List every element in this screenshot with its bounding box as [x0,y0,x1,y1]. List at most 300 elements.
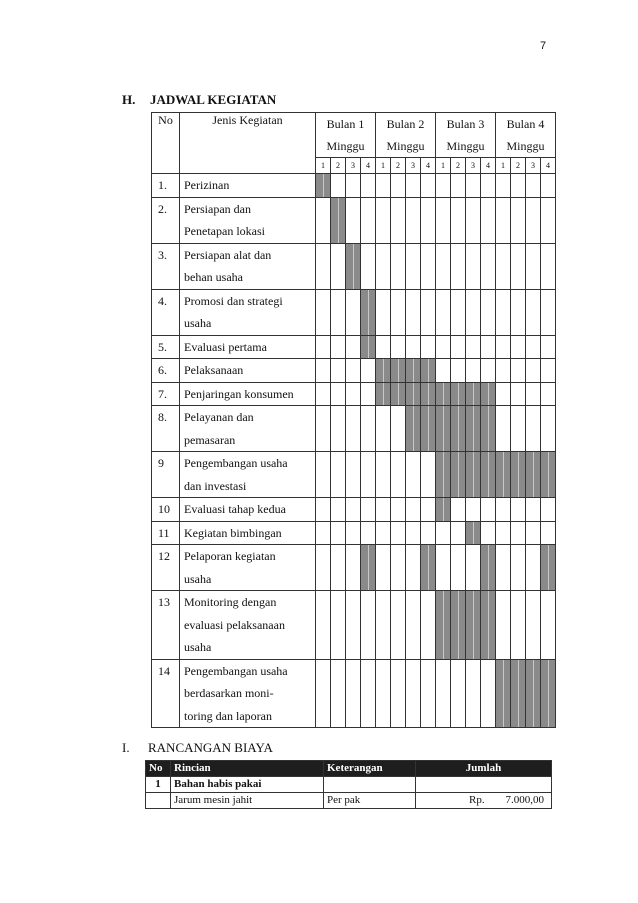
schedule-empty-cell [466,659,481,728]
activity-cell [180,335,316,359]
row-number [152,498,180,522]
budget-no [146,793,171,809]
schedule-empty-cell [481,521,496,545]
schedule-empty-cell [406,289,421,335]
activity-line: dan investasi [184,478,247,493]
schedule-bar-cell [511,452,526,498]
header-week-label: Minggu [496,135,556,158]
schedule-bar-cell [406,359,421,383]
schedule-empty-cell [421,452,436,498]
schedule-empty-cell [361,197,376,243]
schedule-bar-cell [436,591,451,660]
schedule-empty-cell [466,498,481,522]
schedule-empty-cell [406,591,421,660]
row-number [152,382,180,406]
header-month-1: Bulan 1 [316,113,376,136]
activity-cell [180,521,316,545]
schedule-bar-cell [481,545,496,591]
schedule-empty-cell [481,243,496,289]
schedule-bar-cell [496,659,511,728]
schedule-empty-cell [406,452,421,498]
schedule-bar-cell [391,382,406,406]
activity-line: Persiapan alat dan [184,247,272,262]
row-number-text: 11 [158,525,170,540]
schedule-empty-cell [331,545,346,591]
schedule-row [152,197,556,243]
row-number-text: 1. [158,178,167,192]
schedule-empty-cell [406,197,421,243]
schedule-empty-cell [526,498,541,522]
schedule-row [152,335,556,359]
activity-line: Pelayanan dan [184,410,254,424]
budget-table [145,760,552,809]
row-number-text: 6. [158,363,167,377]
schedule-bar-cell [466,452,481,498]
schedule-bar-cell [466,591,481,660]
activity-line: usaha [184,316,212,330]
schedule-bar-cell [466,521,481,545]
schedule-empty-cell [361,243,376,289]
schedule-empty-cell [391,498,406,522]
schedule-empty-cell [316,521,331,545]
schedule-empty-cell [541,335,556,359]
schedule-empty-cell [346,521,361,545]
schedule-empty-cell [451,289,466,335]
schedule-bar-cell [481,591,496,660]
budget-amount: 7.000,00 [505,794,544,806]
schedule-empty-cell [421,243,436,289]
schedule-empty-cell [451,545,466,591]
schedule-empty-cell [541,359,556,383]
row-number [152,243,180,289]
schedule-empty-cell [361,659,376,728]
schedule-empty-cell [316,197,331,243]
schedule-empty-cell [526,591,541,660]
schedule-empty-cell [436,521,451,545]
row-number-text: 12 [158,549,170,563]
header-week-number: 2 [391,158,406,174]
row-number-text: 4. [158,293,167,308]
row-number [152,289,180,335]
section-i-letter: I. [122,740,130,755]
schedule-empty-cell [496,174,511,198]
schedule-empty-cell [451,197,466,243]
header-week-number: 2 [451,158,466,174]
activity-line: usaha [184,640,212,654]
header-week-number: 3 [526,158,541,174]
schedule-bar-cell [511,659,526,728]
schedule-empty-cell [406,521,421,545]
schedule-empty-cell [436,289,451,335]
header-month-2: Bulan 2 [376,113,436,136]
row-number [152,545,180,591]
schedule-empty-cell [316,545,331,591]
schedule-bar-cell [451,452,466,498]
row-number-text: 3. [158,247,167,262]
header-week-label: Minggu [376,135,436,158]
schedule-empty-cell [466,174,481,198]
schedule-empty-cell [346,174,361,198]
header-week-number: 4 [541,158,556,174]
budget-header-keterangan: Keterangan [324,761,416,777]
schedule-empty-cell [526,243,541,289]
schedule-bar-cell [376,359,391,383]
schedule-empty-cell [481,174,496,198]
schedule-empty-cell [526,289,541,335]
section-i-title: RANCANGAN BIAYA [148,740,273,755]
schedule-empty-cell [436,659,451,728]
activity-line: Pelaporan kegiatan [184,549,276,563]
row-number [152,174,180,198]
schedule-empty-cell [346,382,361,406]
schedule-empty-cell [331,521,346,545]
schedule-empty-cell [361,174,376,198]
section-h-letter: H. [122,92,136,107]
schedule-empty-cell [511,382,526,406]
schedule-empty-cell [331,591,346,660]
schedule-empty-cell [346,197,361,243]
schedule-empty-cell [391,174,406,198]
activity-line: berdasarkan moni- [184,686,274,700]
page-number: 7 [540,40,547,52]
activity-line: Penjaringan konsumen [184,386,294,401]
header-week-number: 2 [331,158,346,174]
budget-header-jumlah: Jumlah [416,761,552,777]
schedule-empty-cell [496,591,511,660]
activity-line: Pengembangan usaha [184,456,288,470]
activity-line: Persiapan dan [184,201,251,216]
schedule-empty-cell [316,406,331,452]
schedule-bar-cell [421,545,436,591]
schedule-bar-cell [496,452,511,498]
schedule-row [152,591,556,660]
schedule-row [152,452,556,498]
schedule-empty-cell [346,406,361,452]
schedule-empty-cell [331,382,346,406]
schedule-empty-cell [391,659,406,728]
schedule-empty-cell [391,197,406,243]
schedule-bar-cell [316,174,331,198]
schedule-empty-cell [361,521,376,545]
schedule-empty-cell [526,406,541,452]
schedule-empty-cell [361,382,376,406]
schedule-bar-cell [406,406,421,452]
schedule-empty-cell [406,174,421,198]
schedule-empty-cell [421,197,436,243]
schedule-empty-cell [316,659,331,728]
schedule-bar-cell [421,359,436,383]
schedule-empty-cell [346,591,361,660]
schedule-empty-cell [346,659,361,728]
schedule-empty-cell [511,174,526,198]
schedule-empty-cell [481,335,496,359]
schedule-empty-cell [346,498,361,522]
schedule-bar-cell [391,359,406,383]
schedule-empty-cell [511,521,526,545]
schedule-row [152,498,556,522]
activity-line: Evaluasi tahap kedua [184,502,286,516]
schedule-empty-cell [496,289,511,335]
schedule-empty-cell [511,591,526,660]
header-week-label: Minggu [316,135,376,158]
activity-line: Penetapan lokasi [184,224,265,238]
header-week-number: 1 [436,158,451,174]
schedule-empty-cell [376,659,391,728]
schedule-empty-cell [496,521,511,545]
schedule-empty-cell [511,545,526,591]
schedule-empty-cell [541,382,556,406]
schedule-empty-cell [406,545,421,591]
schedule-bar-cell [406,382,421,406]
schedule-empty-cell [391,243,406,289]
schedule-bar-cell [376,382,391,406]
header-activity: Jenis Kegiatan [180,113,316,174]
schedule-row [152,521,556,545]
schedule-empty-cell [376,197,391,243]
schedule-bar-cell [451,591,466,660]
schedule-empty-cell [421,659,436,728]
row-number [152,452,180,498]
schedule-bar-cell [526,452,541,498]
header-week-number: 1 [316,158,331,174]
schedule-empty-cell [346,289,361,335]
schedule-empty-cell [541,406,556,452]
budget-keterangan: Per pak [324,793,416,809]
activity-line: pemasaran [184,432,236,447]
schedule-empty-cell [421,174,436,198]
activity-cell [180,545,316,591]
activity-line: Pengembangan usaha [184,663,288,678]
section-i-heading [122,740,273,756]
header-month-4: Bulan 4 [496,113,556,136]
schedule-bar-cell [526,659,541,728]
schedule-bar-cell [346,243,361,289]
budget-rincian: Jarum mesin jahit [171,793,324,809]
schedule-empty-cell [361,498,376,522]
schedule-empty-cell [466,197,481,243]
schedule-empty-cell [316,335,331,359]
schedule-row [152,289,556,335]
schedule-empty-cell [526,382,541,406]
schedule-bar-cell [436,382,451,406]
header-month-3: Bulan 3 [436,113,496,136]
schedule-empty-cell [421,521,436,545]
budget-row [146,793,552,809]
schedule-bar-cell [466,382,481,406]
schedule-bar-cell [361,289,376,335]
row-number-text: 5. [158,339,167,354]
activity-line: Evaluasi pertama [184,339,267,354]
activity-cell [180,406,316,452]
schedule-bar-cell [421,406,436,452]
activity-line: toring dan laporan [184,708,272,723]
schedule-empty-cell [496,545,511,591]
schedule-bar-cell [331,197,346,243]
header-week-number: 3 [346,158,361,174]
schedule-empty-cell [376,406,391,452]
budget-jumlah [416,777,552,793]
schedule-bar-cell [421,382,436,406]
header-week-number: 4 [481,158,496,174]
schedule-empty-cell [481,498,496,522]
schedule-empty-cell [436,359,451,383]
schedule-empty-cell [496,498,511,522]
schedule-empty-cell [376,498,391,522]
schedule-empty-cell [466,545,481,591]
budget-row [146,777,552,793]
schedule-empty-cell [316,359,331,383]
header-week-label: Minggu [436,135,496,158]
schedule-empty-cell [451,174,466,198]
schedule-empty-cell [511,359,526,383]
activity-cell [180,591,316,660]
schedule-empty-cell [361,359,376,383]
schedule-empty-cell [331,174,346,198]
schedule-empty-cell [451,243,466,289]
schedule-empty-cell [526,359,541,383]
schedule-empty-cell [466,243,481,289]
schedule-bar-cell [481,406,496,452]
schedule-empty-cell [511,243,526,289]
schedule-empty-cell [406,498,421,522]
schedule-empty-cell [421,289,436,335]
schedule-empty-cell [436,197,451,243]
header-week-number: 1 [376,158,391,174]
schedule-table [151,112,556,728]
schedule-empty-cell [466,289,481,335]
schedule-empty-cell [451,521,466,545]
row-number-text: 9 [158,456,164,470]
schedule-empty-cell [541,197,556,243]
schedule-empty-cell [346,545,361,591]
schedule-bar-cell [361,545,376,591]
budget-keterangan [324,777,416,793]
schedule-empty-cell [511,197,526,243]
schedule-empty-cell [541,521,556,545]
schedule-bar-cell [436,452,451,498]
schedule-bar-cell [481,382,496,406]
schedule-empty-cell [391,545,406,591]
row-number [152,659,180,728]
schedule-empty-cell [331,289,346,335]
schedule-empty-cell [436,335,451,359]
schedule-empty-cell [481,659,496,728]
schedule-empty-cell [526,174,541,198]
header-week-number: 2 [511,158,526,174]
activity-cell [180,197,316,243]
schedule-empty-cell [511,406,526,452]
schedule-empty-cell [496,406,511,452]
activity-cell [180,359,316,383]
row-number [152,406,180,452]
schedule-empty-cell [316,591,331,660]
schedule-empty-cell [421,335,436,359]
activity-cell [180,289,316,335]
schedule-empty-cell [496,335,511,359]
schedule-empty-cell [541,174,556,198]
activity-line: Perizinan [184,178,230,192]
schedule-empty-cell [481,197,496,243]
schedule-empty-cell [481,289,496,335]
schedule-row [152,382,556,406]
schedule-empty-cell [331,406,346,452]
schedule-row [152,359,556,383]
activity-cell [180,659,316,728]
schedule-empty-cell [316,452,331,498]
schedule-empty-cell [466,335,481,359]
schedule-bar-cell [436,406,451,452]
header-week-number: 4 [361,158,376,174]
schedule-empty-cell [541,498,556,522]
budget-rincian: Bahan habis pakai [171,777,324,793]
schedule-empty-cell [526,521,541,545]
row-number [152,359,180,383]
schedule-empty-cell [316,243,331,289]
schedule-empty-cell [451,498,466,522]
schedule-bar-cell [541,659,556,728]
schedule-bar-cell [451,382,466,406]
schedule-empty-cell [436,545,451,591]
schedule-empty-cell [331,359,346,383]
row-number-text: 8. [158,410,167,424]
row-number-text: 2. [158,201,167,216]
budget-jumlah [416,793,552,809]
activity-line: Pelaksanaan [184,363,244,377]
schedule-empty-cell [376,545,391,591]
schedule-empty-cell [436,174,451,198]
schedule-empty-cell [376,289,391,335]
schedule-empty-cell [511,289,526,335]
header-week-number: 4 [421,158,436,174]
budget-no: 1 [146,777,171,793]
budget-header-rincian: Rincian [171,761,324,777]
schedule-bar-cell [361,335,376,359]
schedule-empty-cell [376,243,391,289]
schedule-row [152,174,556,198]
schedule-empty-cell [466,359,481,383]
schedule-empty-cell [421,498,436,522]
schedule-empty-cell [391,521,406,545]
activity-cell [180,382,316,406]
schedule-empty-cell [526,545,541,591]
header-week-number: 3 [406,158,421,174]
schedule-empty-cell [346,359,361,383]
activity-cell [180,452,316,498]
schedule-empty-cell [376,174,391,198]
schedule-empty-cell [451,359,466,383]
schedule-empty-cell [376,521,391,545]
schedule-empty-cell [496,197,511,243]
schedule-empty-cell [526,335,541,359]
schedule-empty-cell [331,498,346,522]
row-number [152,335,180,359]
row-number-text: 7. [158,386,167,401]
schedule-empty-cell [511,335,526,359]
header-week-number: 1 [496,158,511,174]
schedule-empty-cell [331,335,346,359]
schedule-empty-cell [496,382,511,406]
activity-cell [180,498,316,522]
schedule-empty-cell [406,243,421,289]
schedule-empty-cell [526,197,541,243]
schedule-bar-cell [481,452,496,498]
schedule-empty-cell [316,498,331,522]
activity-line: behan usaha [184,270,243,284]
schedule-empty-cell [391,591,406,660]
schedule-empty-cell [346,335,361,359]
activity-line: Kegiatan bimbingan [184,525,282,540]
schedule-bar-cell [541,452,556,498]
